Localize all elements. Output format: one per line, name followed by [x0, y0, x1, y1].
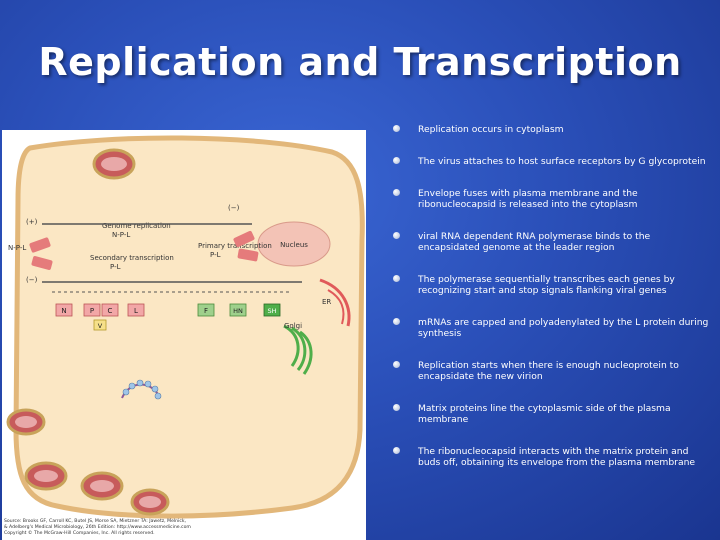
plus-sign-label: (+) — [26, 218, 38, 226]
er-label: ER — [322, 298, 332, 306]
bullet-item — [390, 231, 712, 253]
minus-sign-right-label: (−) — [228, 204, 240, 212]
n-p-l-left-label: N-P-L — [8, 244, 27, 252]
bullet-text: viral RNA dependent RNA polymerase binds to the encapsidated genome at the leader region — [418, 231, 651, 253]
gene-p-label: P — [89, 307, 95, 315]
bullet-text: Replication occurs in cytoplasm — [418, 124, 564, 135]
host-cell — [16, 138, 362, 516]
bullet-text: The polymerase sequentially transcribes each genes by recognizing start and stop signals flanking viral genes — [418, 274, 675, 296]
minus-sign-left-label: (−) — [26, 276, 38, 284]
bullet-item — [390, 403, 712, 425]
bullet-text: The ribonucleocapsid interacts with the matrix protein and buds off, obtaining its envelope from the plasma membrane — [418, 446, 696, 468]
bullet-item — [390, 360, 712, 382]
bullet-icon — [393, 447, 400, 454]
bullet-icon — [393, 404, 400, 411]
replication-diagram — [2, 130, 366, 540]
bullet-icon — [393, 189, 400, 196]
bullet-icon — [393, 275, 400, 282]
virion-bottom-left — [26, 463, 66, 489]
virion-top — [94, 150, 134, 178]
bullet-icon — [393, 232, 400, 239]
bullet-item — [390, 156, 712, 167]
bullet-item — [390, 124, 712, 135]
credit-line-1: Source: Brooks GF, Carroll KC, Butel JS, Morse SA, Mietzner TA: Jawetz, Melnick, — [4, 519, 187, 524]
primary-transcription-label: Primary transcription — [198, 242, 272, 250]
bullet-icon — [393, 157, 400, 164]
figure-credit — [4, 518, 191, 536]
primary-pl-label: P-L — [210, 251, 221, 259]
credit-line-3: Copyright © The McGraw-Hill Companies, Inc. All rights reserved. — [4, 531, 155, 536]
golgi-label: Golgi — [284, 322, 303, 330]
bullet-list — [390, 124, 712, 489]
virion-bottom-right — [132, 490, 168, 514]
gene-f-label: F — [203, 307, 209, 315]
bullet-icon — [393, 125, 400, 132]
gene-n-label: N — [61, 307, 67, 315]
bullet-item — [390, 188, 712, 210]
bullet-text: Matrix proteins line the cytoplasmic side of the plasma membrane — [418, 403, 671, 425]
slide-title: Replication and Transcription — [38, 40, 682, 84]
gene-sh-label: SH — [267, 307, 277, 315]
secondary-transcription-label: Secondary transcription — [90, 254, 174, 262]
virion-bottom-mid — [82, 473, 122, 499]
replication-diagram-svg — [2, 130, 366, 540]
bullet-icon — [393, 361, 400, 368]
gene-v-label: V — [97, 322, 103, 330]
bullet-icon — [393, 318, 400, 325]
genome-npl-label: N-P-L — [112, 231, 131, 239]
gene-l-label: L — [134, 307, 138, 315]
bullet-text: mRNAs are capped and polyadenylated by the L protein during synthesis — [418, 317, 709, 339]
bullet-item — [390, 317, 712, 339]
virion-left — [8, 410, 44, 434]
nucleus-label: Nucleus — [280, 241, 308, 249]
bullet-text: Replication starts when there is enough nucleoprotein to encapsidate the new virion — [418, 360, 679, 382]
gene-hn-label: HN — [233, 307, 243, 315]
bullet-item — [390, 274, 712, 296]
bullet-item — [390, 446, 712, 468]
credit-line-2: & Adelberg's Medical Microbiology, 26th Edition: http://www.accessmedicine.com — [4, 525, 191, 530]
bullet-text: Envelope fuses with plasma membrane and the ribonucleocapsid is released into the cytoplasm — [418, 188, 638, 210]
genome-replication-label: Genome replication — [102, 222, 171, 230]
secondary-pl-label: P-L — [110, 263, 121, 271]
gene-c-label: C — [107, 307, 113, 315]
bullet-text: The virus attaches to host surface receptors by G glycoprotein — [418, 156, 706, 167]
